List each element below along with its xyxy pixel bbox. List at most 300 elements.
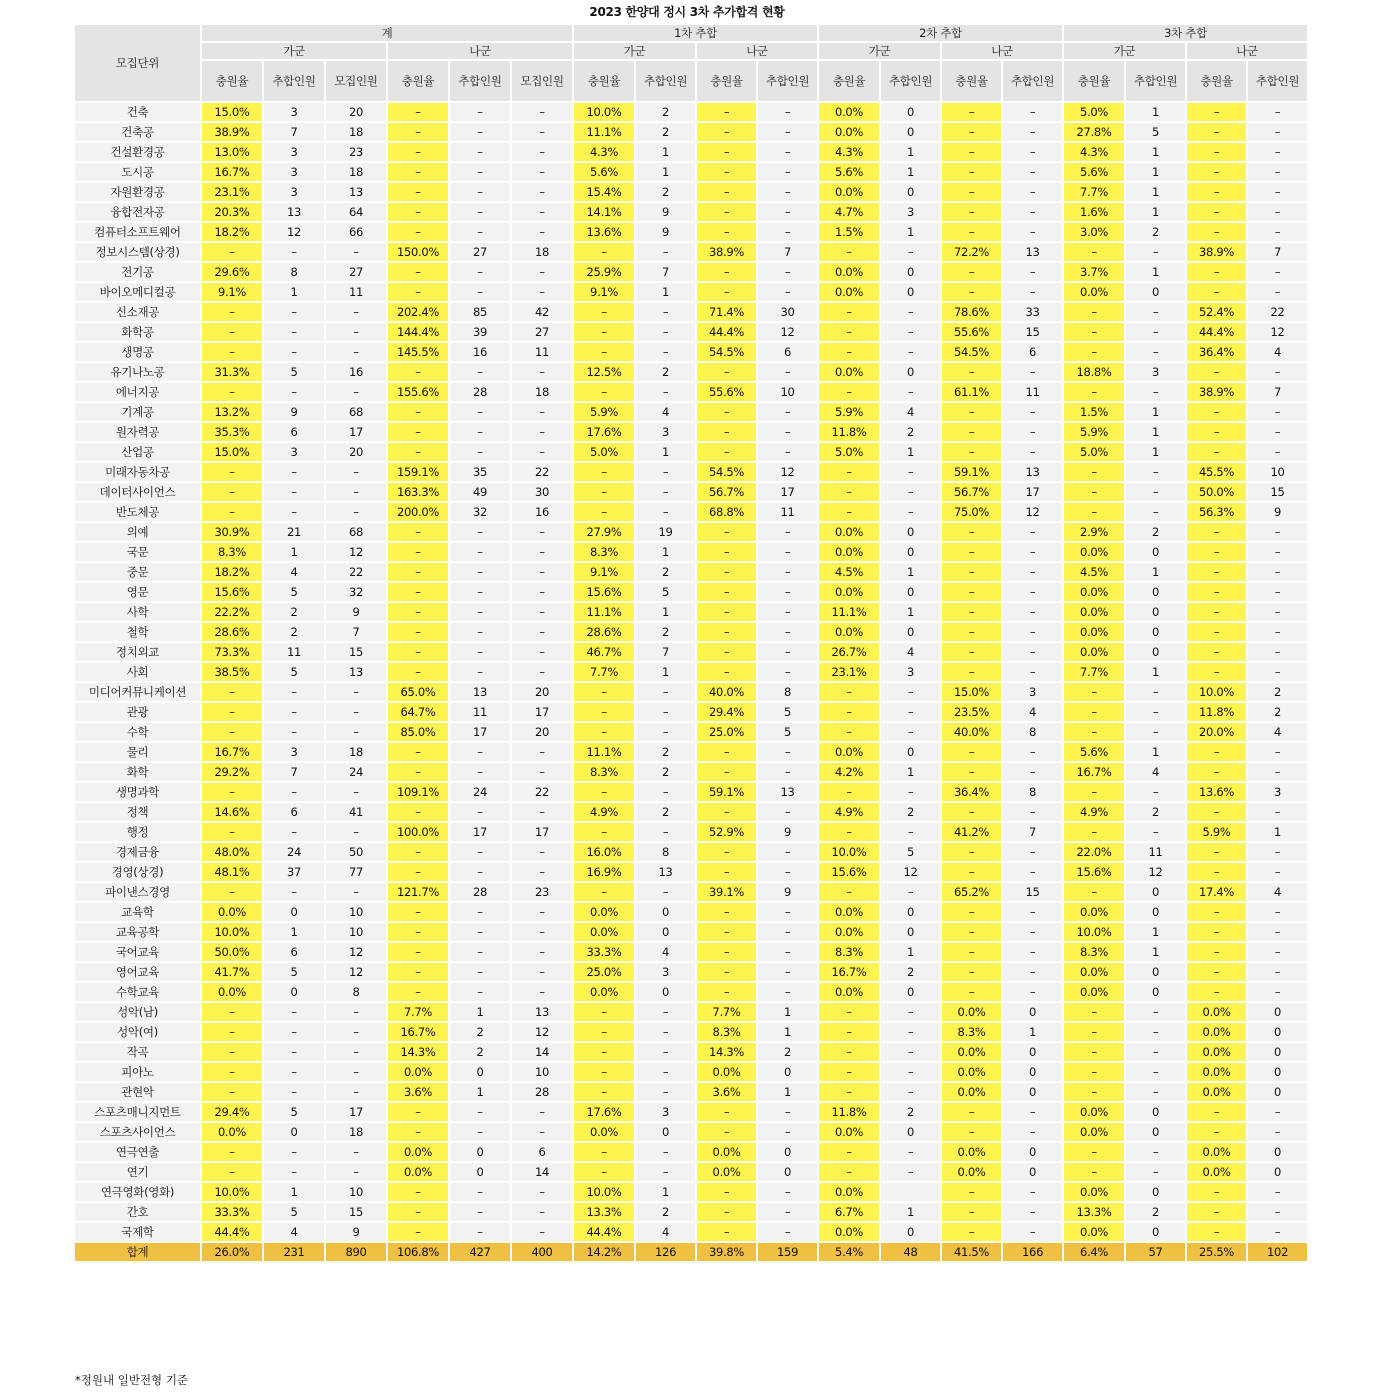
table-row	[74, 722, 1308, 742]
count-cell: 20	[511, 682, 573, 702]
rate-cell: 1.5%	[818, 222, 880, 242]
rate-cell: –	[201, 1042, 263, 1062]
count-cell: 8	[635, 842, 696, 862]
rate-cell: 0.0%	[1063, 982, 1125, 1002]
rate-cell: –	[696, 142, 757, 162]
count-cell: –	[1125, 462, 1186, 482]
count-cell: –	[757, 542, 818, 562]
count-cell: 4	[263, 562, 325, 582]
count-cell: –	[1247, 402, 1308, 422]
count-cell: 17	[1002, 482, 1063, 502]
table-row	[74, 622, 1308, 642]
count-cell: –	[449, 802, 511, 822]
count-cell: –	[263, 1022, 325, 1042]
rate-cell: 0.0%	[696, 1062, 757, 1082]
total-cell: 166	[1002, 1242, 1063, 1262]
table-row	[74, 542, 1308, 562]
table-row	[74, 702, 1308, 722]
unit-name: 원자력공	[74, 422, 201, 442]
rate-cell: 3.6%	[387, 1082, 449, 1102]
rate-cell: –	[387, 422, 449, 442]
rate-cell: 15.0%	[201, 442, 263, 462]
rate-cell: –	[387, 282, 449, 302]
rate-cell: –	[818, 882, 880, 902]
count-cell: –	[263, 822, 325, 842]
rate-cell: 8.3%	[941, 1022, 1002, 1042]
rate-cell: 155.6%	[387, 382, 449, 402]
rate-cell: –	[387, 202, 449, 222]
count-cell: 1	[1125, 562, 1186, 582]
rate-cell: 0.0%	[1063, 642, 1125, 662]
count-cell: 2	[635, 622, 696, 642]
count-cell: –	[263, 302, 325, 322]
rate-cell: 15.6%	[573, 582, 635, 602]
count-cell: 13	[511, 1002, 573, 1022]
count-cell: –	[1247, 602, 1308, 622]
count-cell: –	[325, 342, 387, 362]
count-cell: –	[511, 842, 573, 862]
rate-cell: –	[201, 322, 263, 342]
count-cell: 33	[1002, 302, 1063, 322]
count-cell: –	[1247, 802, 1308, 822]
count-cell: –	[511, 562, 573, 582]
count-cell: 12	[1125, 862, 1186, 882]
rate-cell: 75.0%	[941, 502, 1002, 522]
count-cell: 0	[1247, 1062, 1308, 1082]
table-row	[74, 422, 1308, 442]
count-cell: –	[757, 1182, 818, 1202]
rate-cell: 28.6%	[201, 622, 263, 642]
count-cell: 15	[325, 642, 387, 662]
table-row	[74, 942, 1308, 962]
unit-name: 도시공	[74, 162, 201, 182]
count-cell: –	[635, 382, 696, 402]
rate-cell: 159.1%	[387, 462, 449, 482]
rate-cell: 13.3%	[1063, 1202, 1125, 1222]
count-cell: –	[449, 1222, 511, 1242]
rate-cell: –	[818, 1162, 880, 1182]
rate-cell: –	[1063, 882, 1125, 902]
table-row	[74, 462, 1308, 482]
rate-cell: –	[1063, 382, 1125, 402]
unit-name: 데이터사이언스	[74, 482, 201, 502]
table-row	[74, 1062, 1308, 1082]
rate-cell: –	[387, 902, 449, 922]
count-cell: 1	[635, 282, 696, 302]
count-cell: 2	[880, 802, 941, 822]
count-cell: –	[757, 442, 818, 462]
count-cell: –	[635, 342, 696, 362]
rate-cell: 10.0%	[1186, 682, 1247, 702]
count-cell: 10	[511, 1062, 573, 1082]
count-cell: –	[1247, 1202, 1308, 1222]
count-cell: –	[325, 1042, 387, 1062]
count-cell: –	[635, 682, 696, 702]
rate-cell: –	[387, 162, 449, 182]
count-cell: –	[511, 902, 573, 922]
count-cell: 49	[449, 482, 511, 502]
count-cell: 22	[511, 782, 573, 802]
rate-cell: –	[696, 282, 757, 302]
count-cell: –	[757, 1202, 818, 1222]
count-cell: –	[1002, 862, 1063, 882]
rate-cell: –	[201, 722, 263, 742]
count-cell: 32	[449, 502, 511, 522]
rate-cell: 0.0%	[941, 1082, 1002, 1102]
rate-cell: –	[1186, 982, 1247, 1002]
rate-cell: 11.8%	[1186, 702, 1247, 722]
rate-cell: –	[941, 562, 1002, 582]
column-header-rate: 충원율	[387, 60, 449, 102]
count-cell: –	[635, 702, 696, 722]
count-cell: 15	[1002, 322, 1063, 342]
rate-cell: –	[941, 522, 1002, 542]
count-cell: –	[449, 202, 511, 222]
count-cell: 77	[325, 862, 387, 882]
total-cell: 400	[511, 1242, 573, 1262]
count-cell: –	[263, 242, 325, 262]
rate-cell: –	[1186, 1122, 1247, 1142]
count-cell: 64	[325, 202, 387, 222]
count-cell: 1	[1125, 102, 1186, 122]
count-cell: 24	[449, 782, 511, 802]
table-row	[74, 382, 1308, 402]
header-ga: 가군	[573, 42, 696, 60]
count-cell: –	[880, 882, 941, 902]
rate-cell: 56.3%	[1186, 502, 1247, 522]
rate-cell: –	[1063, 822, 1125, 842]
count-cell: –	[1002, 562, 1063, 582]
table-row	[74, 282, 1308, 302]
rate-cell: 0.0%	[1186, 1022, 1247, 1042]
rate-cell: 33.3%	[573, 942, 635, 962]
count-cell: 11	[325, 282, 387, 302]
count-cell: –	[635, 1042, 696, 1062]
count-cell: –	[1002, 282, 1063, 302]
unit-name: 자원환경공	[74, 182, 201, 202]
count-cell: –	[880, 1082, 941, 1102]
rate-cell: –	[941, 842, 1002, 862]
rate-cell: –	[941, 422, 1002, 442]
count-cell: –	[880, 822, 941, 842]
rate-cell: 22.2%	[201, 602, 263, 622]
count-cell: –	[635, 322, 696, 342]
rate-cell: –	[387, 862, 449, 882]
count-cell: 2	[449, 1042, 511, 1062]
count-cell: 12	[880, 862, 941, 882]
rate-cell: 200.0%	[387, 502, 449, 522]
count-cell: –	[449, 102, 511, 122]
count-cell: 0	[880, 582, 941, 602]
total-cell: 6.4%	[1063, 1242, 1125, 1262]
count-cell: 0	[880, 282, 941, 302]
count-cell: –	[1002, 602, 1063, 622]
unit-name: 작곡	[74, 1042, 201, 1062]
header-na: 나군	[696, 42, 818, 60]
rate-cell: –	[696, 982, 757, 1002]
count-cell: –	[1247, 282, 1308, 302]
count-cell: 7	[263, 762, 325, 782]
rate-cell: 0.0%	[1063, 582, 1125, 602]
rate-cell: –	[573, 1002, 635, 1022]
rate-cell: –	[201, 242, 263, 262]
count-cell: –	[511, 522, 573, 542]
rate-cell: 16.7%	[1063, 762, 1125, 782]
count-cell: 1	[1125, 942, 1186, 962]
count-cell: –	[449, 902, 511, 922]
rate-cell: 54.5%	[696, 462, 757, 482]
count-cell: –	[880, 382, 941, 402]
rate-cell: 0.0%	[1186, 1002, 1247, 1022]
rate-cell: –	[696, 102, 757, 122]
count-cell: 9	[1247, 502, 1308, 522]
count-cell: –	[1002, 982, 1063, 1002]
count-cell: –	[511, 282, 573, 302]
unit-name: 영문	[74, 582, 201, 602]
rate-cell: –	[941, 582, 1002, 602]
count-cell: 28	[449, 382, 511, 402]
count-cell: –	[1247, 862, 1308, 882]
unit-name: 미디어커뮤니케이션	[74, 682, 201, 702]
count-cell: –	[449, 182, 511, 202]
count-cell: –	[635, 1062, 696, 1082]
count-cell: –	[449, 742, 511, 762]
unit-name: 반도체공	[74, 502, 201, 522]
count-cell: 4	[635, 942, 696, 962]
count-cell: 27	[325, 262, 387, 282]
count-cell: 6	[263, 802, 325, 822]
rate-cell: –	[1186, 662, 1247, 682]
count-cell: 1	[263, 922, 325, 942]
rate-cell: 2.9%	[1063, 522, 1125, 542]
count-cell: –	[757, 922, 818, 942]
count-cell: –	[325, 482, 387, 502]
rate-cell: 0.0%	[387, 1062, 449, 1082]
rate-cell: –	[387, 1222, 449, 1242]
count-cell: 0	[1125, 282, 1186, 302]
rate-cell: 0.0%	[818, 982, 880, 1002]
count-cell: 30	[757, 302, 818, 322]
count-cell: 7	[635, 262, 696, 282]
count-cell: 1	[263, 282, 325, 302]
rate-cell: –	[818, 342, 880, 362]
table-row	[74, 1022, 1308, 1042]
count-cell: –	[757, 962, 818, 982]
count-cell: –	[1125, 382, 1186, 402]
admission-table	[73, 23, 1309, 1263]
count-cell: –	[1002, 362, 1063, 382]
count-cell: 0	[263, 982, 325, 1002]
unit-name: 영어교육	[74, 962, 201, 982]
rate-cell: 5.6%	[1063, 742, 1125, 762]
count-cell: 0	[1247, 1162, 1308, 1182]
count-cell: 1	[635, 442, 696, 462]
rate-cell: –	[696, 642, 757, 662]
count-cell: 0	[880, 1122, 941, 1142]
count-cell: –	[511, 122, 573, 142]
count-cell: –	[757, 522, 818, 542]
unit-name: 정보시스템(상경)	[74, 242, 201, 262]
rate-cell: –	[696, 1202, 757, 1222]
rate-cell: 35.3%	[201, 422, 263, 442]
count-cell: –	[635, 882, 696, 902]
count-cell: 8	[263, 262, 325, 282]
column-header-rate: 충원율	[818, 60, 880, 102]
count-cell: –	[880, 322, 941, 342]
count-cell: 0	[1125, 962, 1186, 982]
rate-cell: 29.4%	[201, 1102, 263, 1122]
table-row	[74, 562, 1308, 582]
rate-cell: 10.0%	[1063, 922, 1125, 942]
rate-cell: 10.0%	[573, 102, 635, 122]
count-cell: 2	[263, 622, 325, 642]
rate-cell: –	[387, 662, 449, 682]
rate-cell: –	[1063, 302, 1125, 322]
count-cell: 12	[1247, 322, 1308, 342]
count-cell: –	[1002, 622, 1063, 642]
count-cell: 0	[1002, 1142, 1063, 1162]
rate-cell: 144.4%	[387, 322, 449, 342]
count-cell: 1	[1125, 922, 1186, 942]
count-cell: 1	[635, 162, 696, 182]
rate-cell: –	[387, 522, 449, 542]
rate-cell: 4.9%	[573, 802, 635, 822]
rate-cell: –	[818, 382, 880, 402]
rate-cell: 5.0%	[818, 442, 880, 462]
count-cell: 5	[757, 702, 818, 722]
rate-cell: 0.0%	[1063, 1102, 1125, 1122]
rate-cell: 0.0%	[201, 982, 263, 1002]
column-header-rate: 충원율	[941, 60, 1002, 102]
unit-name: 신소재공	[74, 302, 201, 322]
count-cell: 1	[880, 1202, 941, 1222]
count-cell: 20	[325, 442, 387, 462]
total-cell: 26.0%	[201, 1242, 263, 1262]
rate-cell: 27.9%	[573, 522, 635, 542]
count-cell: 37	[263, 862, 325, 882]
rate-cell: 16.7%	[201, 742, 263, 762]
count-cell: –	[1002, 182, 1063, 202]
table-row	[74, 202, 1308, 222]
count-cell: –	[263, 682, 325, 702]
rate-cell: 13.6%	[1186, 782, 1247, 802]
rate-cell: 14.3%	[696, 1042, 757, 1062]
unit-name: 경제금융	[74, 842, 201, 862]
rate-cell: 17.6%	[573, 1102, 635, 1122]
count-cell: 5	[1125, 122, 1186, 142]
rate-cell: –	[1186, 362, 1247, 382]
count-cell: –	[325, 682, 387, 702]
count-cell: –	[511, 742, 573, 762]
count-cell: 17	[449, 722, 511, 742]
count-cell: –	[325, 322, 387, 342]
rate-cell: –	[941, 102, 1002, 122]
rate-cell: –	[387, 602, 449, 622]
total-cell: 41.5%	[941, 1242, 1002, 1262]
count-cell: 1	[880, 142, 941, 162]
unit-name: 화학공	[74, 322, 201, 342]
unit-name: 연극영화(영화)	[74, 1182, 201, 1202]
count-cell: –	[1002, 1102, 1063, 1122]
count-cell: 16	[449, 342, 511, 362]
unit-name: 성악(남)	[74, 1002, 201, 1022]
rate-cell: –	[696, 182, 757, 202]
header-ga: 가군	[818, 42, 941, 60]
rate-cell: 4.3%	[818, 142, 880, 162]
rate-cell: –	[696, 362, 757, 382]
count-cell: 3	[635, 1102, 696, 1122]
rate-cell: 38.9%	[1186, 242, 1247, 262]
count-cell: 13	[263, 202, 325, 222]
column-header-added: 추합인원	[757, 60, 818, 102]
rate-cell: –	[1186, 422, 1247, 442]
count-cell: 5	[757, 722, 818, 742]
rate-cell: –	[201, 702, 263, 722]
table-row	[74, 842, 1308, 862]
count-cell: –	[635, 822, 696, 842]
count-cell: –	[1125, 1002, 1186, 1022]
count-cell: 12	[757, 322, 818, 342]
count-cell: –	[325, 462, 387, 482]
count-cell: –	[1125, 682, 1186, 702]
count-cell: 0	[635, 902, 696, 922]
unit-name: 연극연출	[74, 1142, 201, 1162]
count-cell: –	[1002, 262, 1063, 282]
count-cell: –	[449, 622, 511, 642]
column-header-added: 추합인원	[449, 60, 511, 102]
rate-cell: 0.0%	[818, 1122, 880, 1142]
count-cell: –	[635, 242, 696, 262]
count-cell: –	[325, 1142, 387, 1162]
count-cell: 1	[757, 1002, 818, 1022]
count-cell: –	[449, 982, 511, 1002]
rate-cell: –	[696, 762, 757, 782]
column-header-rate: 충원율	[696, 60, 757, 102]
count-cell: –	[757, 862, 818, 882]
rate-cell: 0.0%	[573, 902, 635, 922]
rate-cell: 15.6%	[201, 582, 263, 602]
count-cell: 68	[325, 402, 387, 422]
total-cell: 102	[1247, 1242, 1308, 1262]
count-cell: 39	[449, 322, 511, 342]
table-row	[74, 302, 1308, 322]
count-cell: 1	[1125, 742, 1186, 762]
count-cell: –	[449, 162, 511, 182]
count-cell: 9	[757, 882, 818, 902]
rate-cell: –	[1186, 542, 1247, 562]
rate-cell: –	[818, 722, 880, 742]
count-cell: –	[1125, 702, 1186, 722]
rate-cell: 4.9%	[1063, 802, 1125, 822]
rate-cell: –	[387, 442, 449, 462]
rate-cell: 56.7%	[941, 482, 1002, 502]
total-cell: 5.4%	[818, 1242, 880, 1262]
unit-name: 성악(여)	[74, 1022, 201, 1042]
unit-name: 수학	[74, 722, 201, 742]
count-cell: 3	[263, 162, 325, 182]
rate-cell: –	[1063, 502, 1125, 522]
rate-cell: 23.1%	[818, 662, 880, 682]
rate-cell: –	[387, 1182, 449, 1202]
count-cell: 1	[880, 442, 941, 462]
total-cell: 159	[757, 1242, 818, 1262]
rate-cell: –	[387, 802, 449, 822]
rate-cell: 7.7%	[387, 1002, 449, 1022]
count-cell: 0	[1125, 602, 1186, 622]
count-cell: –	[1002, 102, 1063, 122]
count-cell: –	[880, 1022, 941, 1042]
rate-cell: –	[696, 202, 757, 222]
